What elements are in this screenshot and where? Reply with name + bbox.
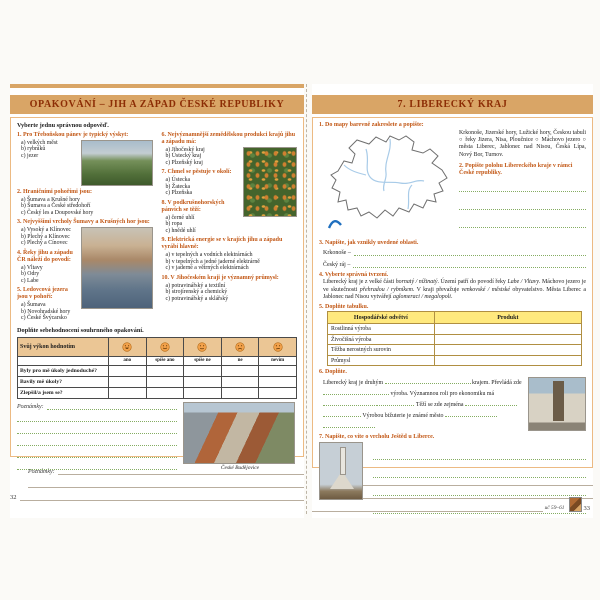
answer-line[interactable] xyxy=(17,449,177,458)
assessment-instruction: Doplňte sebehodnocení souhrnného opakování. xyxy=(17,326,144,334)
footer-notes-label: Poznámky: xyxy=(28,469,55,475)
question-label: 9. Elektrická energie se v krajích jihu a západu vyrábí hlavně: xyxy=(161,237,283,251)
table-row-label: Průmysl xyxy=(328,355,435,366)
answer-line[interactable] xyxy=(459,183,586,192)
unsure-face-icon xyxy=(259,337,297,356)
question-option[interactable]: a) Ústecka xyxy=(165,177,191,184)
question-option[interactable]: a) Jihočeský kraj xyxy=(165,146,205,153)
answer-cell[interactable] xyxy=(221,376,259,387)
scale-label: spíše ne xyxy=(184,356,222,365)
assessment-header: Svůj výkon hodnotím xyxy=(18,337,109,356)
question-option[interactable]: c) hnědé uhlí xyxy=(165,227,196,234)
table-header: Hospodářské odvětví xyxy=(328,312,435,324)
answer-blank[interactable] xyxy=(445,410,497,417)
question-option[interactable]: c) České Švýcarsko xyxy=(21,315,67,322)
answer-cell[interactable] xyxy=(259,365,297,376)
quiz-instruction: Vyberte jednu správnou odpověď. xyxy=(17,122,109,129)
notes-label: Poznámky: xyxy=(17,403,44,410)
question-option[interactable]: c) v jaderné a větrných elektrárnách xyxy=(165,265,249,272)
answer-line[interactable] xyxy=(373,505,586,514)
answer-cell[interactable] xyxy=(434,324,581,335)
fill-label: Český ráj – xyxy=(323,261,351,268)
question-label: 6. Nejvýznamnější zemědělskou produkci krajů jihu a západu má: xyxy=(161,132,296,145)
region-map[interactable] xyxy=(319,130,453,237)
photo-trebonsko-landscape xyxy=(81,140,153,186)
question-2 xyxy=(17,189,153,217)
question-label: 1. Pro Třeboňskou pánev je typický výskyt: xyxy=(17,132,129,138)
answer-blank[interactable] xyxy=(323,388,389,395)
question-label: 10. V Jihočeském kraji je významný průmysl: xyxy=(161,274,279,281)
answer-cell[interactable] xyxy=(259,376,297,387)
answer-cell[interactable] xyxy=(109,365,147,376)
answer-cell[interactable] xyxy=(184,387,222,398)
question-3-4 xyxy=(17,219,153,284)
scale-label: spíše ano xyxy=(146,356,184,365)
answer-line[interactable] xyxy=(17,437,177,446)
question-option[interactable]: b) Ústecký kraj xyxy=(165,153,202,160)
question-option[interactable]: a) velkých měst xyxy=(21,139,58,146)
scale-label: ano xyxy=(109,356,147,365)
answer-cell[interactable] xyxy=(434,334,581,345)
left-page-frame xyxy=(10,117,304,471)
fill-label: Krkonoše – xyxy=(323,249,351,256)
assessment-question: Bavily mě úkoly? xyxy=(18,376,109,387)
question-option[interactable]: c) Český les a Doupovské hory xyxy=(21,209,94,216)
question-option[interactable]: a) Vysoký a Klínovec xyxy=(21,227,71,234)
question-6-7 xyxy=(162,132,298,197)
answer-cell[interactable] xyxy=(109,376,147,387)
photo-hops xyxy=(243,147,297,217)
answer-cell[interactable] xyxy=(434,345,581,356)
question-label: 7. Chmel se pěstuje v okolí: xyxy=(161,169,232,176)
left-page xyxy=(10,84,304,518)
choice-sentences[interactable]: Liberecký kraj je z velké části hornatý / nížinatý. Území patří do povodí řeky Labe / Vltavy. Máchovo jezero je ve skutečnosti přehradou / rybníkem. V kraji převažuje venkovské / městské obyvatelstvo. Města Liberec a Jablonec nad Nisou vytvářejí aglomeraci / megalopoli. xyxy=(323,279,586,301)
question-option[interactable]: b) Odry xyxy=(21,271,40,278)
answer-cell[interactable] xyxy=(146,365,184,376)
question-option[interactable]: c) Plechý a Cínovec xyxy=(21,240,68,247)
question-option[interactable]: b) Žatecka xyxy=(165,183,191,190)
answer-line[interactable] xyxy=(373,469,586,478)
question-label: 6. Doplňte. xyxy=(319,369,347,376)
scale-label: ne xyxy=(221,356,259,365)
question-label: 2. Popište polohu Libereckého kraje v rámci České republiky. xyxy=(459,162,573,176)
answer-blank[interactable] xyxy=(323,421,375,428)
question-label: 5. Doplňte tabulku. xyxy=(319,303,369,310)
question-option[interactable]: b) Šumava a České středohoří xyxy=(21,203,91,210)
answer-cell[interactable] xyxy=(434,355,581,366)
question-label: 1. Do mapy barevně zakreslete a popište: xyxy=(319,122,424,128)
table-row-label: Rostlinná výroba xyxy=(328,324,435,335)
answer-cell[interactable] xyxy=(221,387,259,398)
answer-blank[interactable] xyxy=(323,410,361,417)
economy-table xyxy=(327,311,582,366)
question-label: 5. Ledovcová jezera jsou v pohoří: xyxy=(17,287,68,301)
question-label: 7. Napište, co víte o vrcholu Ještěd u Liberce. xyxy=(319,434,435,441)
question-label: 2. Hraničními pohořími jsou: xyxy=(17,188,93,195)
question-option[interactable]: b) rybníků xyxy=(21,146,46,153)
question-option[interactable]: b) v tepelných a jedné jaderné elektrárně xyxy=(165,258,260,265)
answer-blank[interactable] xyxy=(376,399,414,406)
question-option[interactable]: b) strojírenský a chemický xyxy=(165,289,228,296)
right-page-frame xyxy=(312,117,593,468)
question-label: 4. Řeky jihu a západu ČR náleží do povodí: xyxy=(17,249,73,263)
question-label: 4. Vyberte správná tvrzení. xyxy=(319,271,389,278)
footer-line[interactable] xyxy=(20,494,305,501)
jested-mast xyxy=(340,447,346,475)
answer-line[interactable] xyxy=(373,451,586,460)
question-option[interactable]: c) Plzeňský kraj xyxy=(165,159,203,166)
question-option[interactable]: a) Vltavy xyxy=(21,264,43,271)
textbook-reference: uč 59–61 xyxy=(544,505,565,511)
happy-face-icon xyxy=(146,337,184,356)
answer-cell[interactable] xyxy=(146,376,184,387)
scale-label: nevím xyxy=(259,356,297,365)
footer-line[interactable] xyxy=(28,481,304,488)
question-option[interactable]: c) jezer xyxy=(21,152,39,159)
answer-cell[interactable] xyxy=(109,387,147,398)
page-number: 33 xyxy=(583,505,590,512)
sad-face-icon xyxy=(221,337,259,356)
right-page xyxy=(312,84,593,518)
question-10 xyxy=(162,275,298,303)
answer-blank[interactable] xyxy=(465,399,517,406)
table-row-label: Těžba nerostných surovin xyxy=(328,345,435,356)
page-top-strip xyxy=(10,84,304,88)
question-option[interactable]: c) potravinářský a sklářský xyxy=(165,295,229,302)
photo-jested-tower xyxy=(319,442,363,500)
assessment-question: Byly pro mě úkoly jednoduché? xyxy=(18,365,109,376)
question-label: 3. Napište, jak vznikly uvedené oblasti. xyxy=(319,239,419,246)
north-arrow-icon xyxy=(329,221,341,228)
assessment-question: Zlepšil/a jsem se? xyxy=(18,387,109,398)
answer-line[interactable] xyxy=(459,201,586,210)
answer-cell[interactable] xyxy=(221,365,259,376)
answer-cell[interactable] xyxy=(184,365,222,376)
answer-line[interactable] xyxy=(17,425,177,434)
question-option[interactable]: a) v tepelných a vodních elektrárnách xyxy=(165,251,253,258)
answer-cell[interactable] xyxy=(184,376,222,387)
table-header: Produkt xyxy=(434,312,581,324)
question-option[interactable]: c) Labe xyxy=(21,277,39,284)
page-number: 32 xyxy=(10,494,17,501)
question-label: 3. Nejvyššími vrcholy Šumavy a Krušných hor jsou: xyxy=(17,219,150,226)
answer-cell[interactable] xyxy=(259,387,297,398)
answer-blank[interactable] xyxy=(323,399,375,406)
question-option[interactable]: b) Plechý a Klínovec xyxy=(21,233,70,240)
answer-line[interactable] xyxy=(373,487,586,496)
question-option[interactable]: b) Novohradské hory xyxy=(21,308,71,315)
question-option[interactable]: a) Šumava a Krušné hory xyxy=(21,196,80,203)
answer-line[interactable] xyxy=(47,402,177,410)
question-9 xyxy=(162,237,298,271)
question-option[interactable]: a) potravinářský a textilní xyxy=(165,282,226,289)
neutral-face-icon xyxy=(184,337,222,356)
right-page-title: 7. LIBERECKÝ KRAJ xyxy=(312,95,593,114)
center-cut-line xyxy=(306,84,307,514)
photo-liberec-town-hall xyxy=(528,377,586,431)
question-label: 8. V podkrušnohorských pánvích se těží: xyxy=(161,199,225,213)
answer-line[interactable] xyxy=(353,260,586,268)
map-items-list: Krkonoše, Jizerské hory, Lužické hory, Českou tabuli ○ řeky Jizera, Nisa, Ploučnice ○ Máchovo jezero ○ města Liberec, Jablonec nad Nisou, Česká Lípa, Nový Bor, Turnov. xyxy=(459,129,586,158)
table-row-label: Živočišná výroba xyxy=(328,334,435,345)
town-hall-tower xyxy=(553,381,564,421)
question-1 xyxy=(17,132,153,186)
photo-caption: České Budějovice xyxy=(220,464,260,471)
question-option[interactable]: a) černé uhlí xyxy=(165,214,195,221)
answer-cell[interactable] xyxy=(146,387,184,398)
answer-blank[interactable] xyxy=(385,377,471,384)
answer-line[interactable] xyxy=(459,219,586,228)
question-option[interactable]: a) Šumava xyxy=(21,301,46,308)
photo-river-city xyxy=(81,227,153,309)
answer-line[interactable] xyxy=(17,413,177,422)
very-happy-face-icon xyxy=(109,337,147,356)
answer-line[interactable] xyxy=(17,461,177,470)
question-option[interactable]: b) ropa xyxy=(165,221,183,228)
self-assessment-table xyxy=(17,337,297,399)
question-option[interactable]: c) Plzeňska xyxy=(165,190,193,197)
fill-in-paragraph: Liberecký kraj je druhým krajem. Převládá zde výroba. Významnou roli pro ekonomiku má Těží se zde zejména Výrobou bižuterie je známé město xyxy=(323,377,523,432)
region-outline xyxy=(331,136,447,218)
answer-line[interactable] xyxy=(354,248,586,256)
photo-ceske-budejovice xyxy=(183,402,295,464)
left-page-title: OPAKOVÁNÍ – JIH A ZÁPAD ČESKÉ REPUBLIKY xyxy=(10,95,304,114)
